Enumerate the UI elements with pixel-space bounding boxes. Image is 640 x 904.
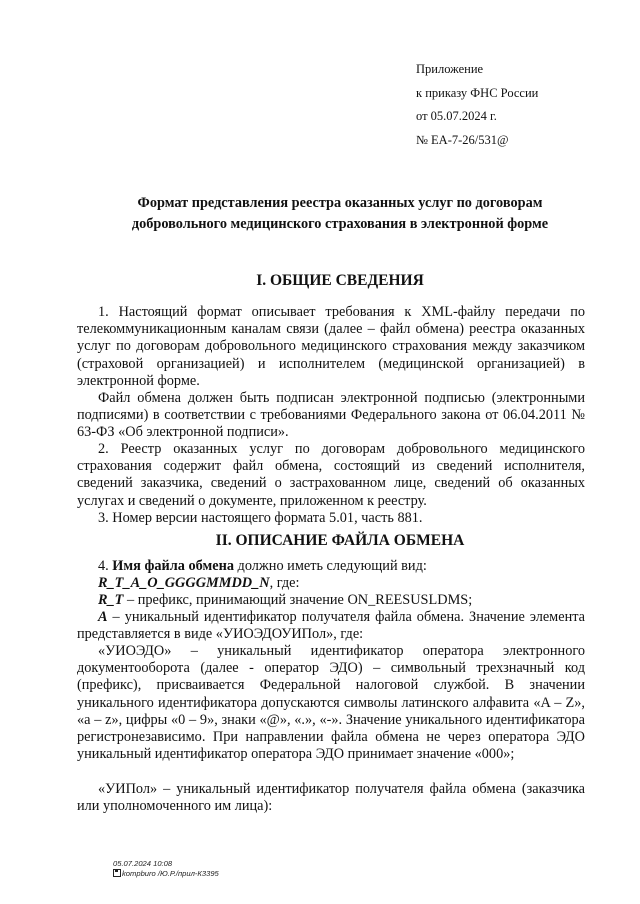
section-heading-file-description: II. ОПИСАНИЕ ФАЙЛА ОБМЕНА xyxy=(215,532,465,549)
edo-operator-id-definition: «УИОЭДО» – уникальный идентификатор оператора электронного документооборота (далее - оператор ЭДО) – символьный трехзначный код (префикс), присваивается Федеральной налоговой службой. В значении уникального идентификатора допускаются символы латинского алфавита «A – Z», «a – z», цифры «0 – 9», знаки «@», «.», «-». Значение уникального идентификатора регистронезависимо. При направлении файла обмена не через оператора ЭДО уникальный идентификатор оператора ЭДО принимает значение «000»; xyxy=(77,643,585,763)
footer-stamp xyxy=(113,859,219,879)
approval-line: к приказу ФНС России xyxy=(416,85,539,100)
section-heading-general: I. ОБЩИЕ СВЕДЕНИЯ xyxy=(256,272,424,289)
paragraph-2: 2. Реестр оказанных услуг по договорам добровольного медицинского страхования содержит файл обмена, состоящий из сведений исполнителя, сведений заказчика, сведений о застрахованном лице, сведений об оказанных услугах и сведений о документе, приложенном к реестру. xyxy=(77,441,585,509)
paragraph-4: 4. Имя файла обмена должно иметь следующий вид: xyxy=(98,558,427,574)
recipient-uid-definition: «УИПол» – уникальный идентификатор получателя файла обмена (заказчика или уполномоченного им лица): xyxy=(77,781,585,815)
filename-pattern: R_T_A_O_GGGGMMDD_N xyxy=(98,575,270,591)
footer-file-path: kompburo /Ю.Р./прил-К3395 xyxy=(122,869,219,878)
document-title: Формат представления реестра оказанных услуг по договорам добровольного медицинского страхования в электронной форме xyxy=(131,195,549,232)
disk-icon xyxy=(113,869,121,877)
approval-order-number: № ЕА-7-26/531@ xyxy=(416,132,509,147)
approval-date: от 05.07.2024 г. xyxy=(416,109,497,123)
approval-block xyxy=(416,58,538,152)
approval-line: Приложение xyxy=(416,62,484,76)
filename-pattern-line: R_T_A_O_GGGGMMDD_N, где: xyxy=(98,575,300,591)
paragraph-signature: Файл обмена должен быть подписан электронной подписью (электронными подписями) в соответствии с требованиями Федерального закона от 06.04.2011 № 63-ФЗ «Об электронной подписи». xyxy=(77,390,585,441)
prefix-definition: R_T – префикс, принимающий значение ON_REESUSLDMS; xyxy=(98,592,473,608)
footer-timestamp: 05.07.2024 10:08 xyxy=(113,859,173,868)
paragraph-3: 3. Номер версии настоящего формата 5.01, часть 881. xyxy=(98,510,423,526)
recipient-id-definition: A – уникальный идентификатор получателя файла обмена. Значение элемента представляется в виде «УИОЭДОУИПол», где: xyxy=(77,609,585,643)
paragraph-1: 1. Настоящий формат описывает требования к XML-файлу передачи по телекоммуникационным каналам связи (далее – файл обмена) реестра оказанных услуг по договорам добровольного медицинского страхования между заказчиком (страховой организацией) и исполнителем (медицинской организацией) в электронной форме. xyxy=(77,304,585,389)
